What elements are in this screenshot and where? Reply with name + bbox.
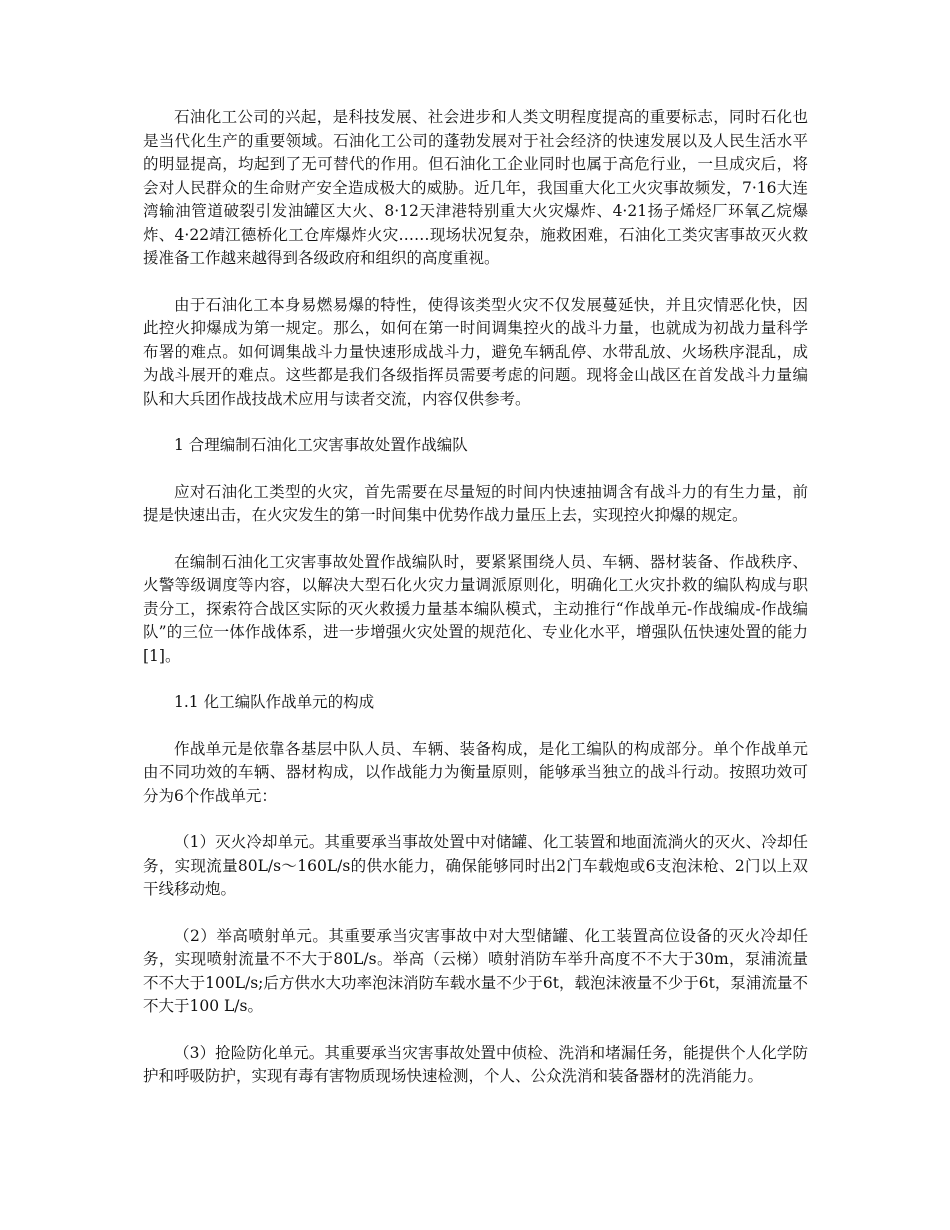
section-heading-1-1: 1.1 化工编队作战单元的构成 xyxy=(174,693,375,711)
intro-paragraph-2: 由于石油化工本身易燃易爆的特性，使得该类型火灾不仅发展蔓延快，并且灾情恶化快，因此控火抑爆成为第一规定。那么，如何在第一时间调集控火的战斗力量，也就成为初战力量科学布署的难点。如何调集战斗力量快速形成战斗力，避免车辆乱停、水带乱放、火场秩序混乱，成为战斗展开的难点。这些都是我们各级指挥员需要考虑的问题。现将金山战区在首发战斗力量编队和大兵团作战技战术应用与读者交流，内容仅供参考。 xyxy=(143,295,808,408)
section-1-1-paragraph-1: 作战单元是依靠各基层中队人员、车辆、装备构成，是化工编队的构成部分。单个作战单元由不同功效的车辆、器材构成，以作战能力为衡量原则，能够承当独立的战斗行动。按照功效可分为6个作战单元： xyxy=(143,739,808,805)
section-heading-1: 1 合理编制石油化工灾害事故处置作战编队 xyxy=(174,436,468,454)
list-item-fire-cooling-unit: （1）灭火冷却单元。其重要承当事故处置中对储罐、化工装置和地面流淌火的灭火、冷却任务，实现流量80L/s～160L/s的供水能力，确保能够同时出2门车载炮或6支泡沫枪、2门以上双干线移动炮。 xyxy=(143,833,808,898)
document-page xyxy=(143,106,808,1112)
list-item-aerial-spray-unit: （2）举高喷射单元。其重要承当灾害事故中对大型储罐、化工装置高位设备的灭火冷却任务，实现喷射流量不不大于80L/s。举高（云梯）喷射消防车举升高度不不大于30m，泵浦流量不不大于100L/s;后方供水大功率泡沫消防车载水量不少于6t，载泡沫液量不少于6t，泵浦流量不不大于100 L/s。 xyxy=(143,926,808,1015)
intro-paragraph-1: 石油化工公司的兴起，是科技发展、社会进步和人类文明程度提高的重要标志，同时石化也是当代化生产的重要领域。石油化工公司的蓬勃发展对于社会经济的快速发展以及人民生活水平的明显提高，均起到了无可替代的作用。但石油化工企业同时也属于高危行业，一旦成灾后，将会对人民群众的生命财产安全造成极大的威胁。近几年，我国重大化工火灾事故频发，7·16大连湾输油管道破裂引发油罐区大火、8·12天津港特别重大火灾爆炸、4·21扬子烯烃厂环氧乙烷爆炸、4·22靖江德桥化工仓库爆炸火灾……现场状况复杂，施救困难，石油化工类灾害事故灭火救援准备工作越来越得到各级政府和组织的高度重视。 xyxy=(143,108,808,267)
section-1-paragraph-1: 应对石油化工类型的火灾，首先需要在尽量短的时间内快速抽调含有战斗力的有生力量，前提是快速出击，在火灾发生的第一时间集中优势作战力量压上去，实现控火抑爆的规定。 xyxy=(143,482,808,524)
section-1-paragraph-2: 在编制石油化工灾害事故处置作战编队时，要紧紧围绕人员、车辆、器材装备、作战秩序、火警等级调度等内容，以解决大型石化火灾力量调派原则化，明确化工火灾扑救的编队构成与职责分工，探索符合战区实际的灭火救援力量基本编队模式，主动推行“作战单元-作战编成-作战编队”的三位一体作战体系，进一步增强火灾处置的规范化、专业化水平，增强队伍快速处置的能力[1]。 xyxy=(143,552,808,665)
list-item-rescue-hazmat-unit: （3）抢险防化单元。其重要承当灾害事故处置中侦检、洗消和堵漏任务，能提供个人化学防护和呼吸防护，实现有毒有害物质现场快速检测，个人、公众洗消和装备器材的洗消能力。 xyxy=(143,1043,808,1085)
